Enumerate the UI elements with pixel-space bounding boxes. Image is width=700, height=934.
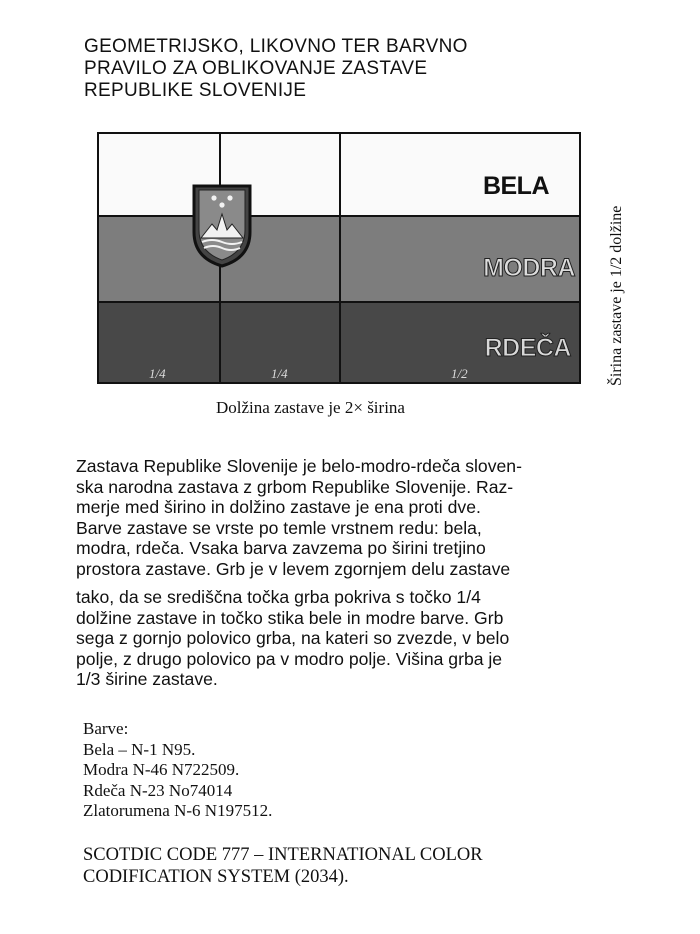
flag-label-red: RDEČA <box>484 334 571 362</box>
body-line: prostora zastave. Grb je v levem zgornjem delu zastave <box>76 558 511 579</box>
body-line: tako, da se središčna točka grba pokriva s točko 1/4 <box>76 587 481 607</box>
flag-label-white: BELA <box>482 172 549 200</box>
color-codes-heading: Barve: <box>83 719 129 738</box>
body-line: ska narodna zastava z grbom Republike Slovenije. Raz- <box>76 476 514 497</box>
title-line: GEOMETRIJSKO, LIKOVNO TER BARVNO <box>84 36 468 57</box>
body-line: dolžine zastave in točko stika bele in modre barve. Grb <box>76 607 504 628</box>
document-title <box>84 36 604 102</box>
body-line: 1/3 širine zastave. <box>76 669 218 689</box>
flag-fraction-label: 1/4 <box>271 366 288 381</box>
body-line: Zastava Republike Slovenije je belo-modro-rdeča sloven- <box>76 456 522 476</box>
title-line: PRAVILO ZA OBLIKOVANJE ZASTAVE <box>84 58 428 79</box>
color-code-line: Modra N-46 N722509. <box>83 760 240 779</box>
flag-length-caption: Dolžina zastave je 2× širina <box>216 398 405 417</box>
color-code-line: Rdeča N-23 No74014 <box>83 780 233 800</box>
body-line: sega z gornjo polovico grba, na kateri so zvezde, v belo <box>76 628 510 648</box>
footer-note <box>83 844 483 888</box>
flag-width-caption: Širina zastave je 1/2 dolžine <box>608 205 625 386</box>
flag-fraction-label: 1/2 <box>451 366 468 381</box>
footer-line: SCOTDIC CODE 777 – INTERNATIONAL COLOR <box>83 845 483 865</box>
color-codes-list <box>83 719 272 822</box>
flag-label-blue: MODRA <box>483 254 575 282</box>
flag-fraction-label: 1/4 <box>149 366 166 381</box>
body-line: modra, rdeča. Vsaka barva zavzema po širini tretjino <box>76 538 486 558</box>
body-line: Barve zastave se vrste po temle vrstnem redu: bela, <box>76 517 482 538</box>
body-line: merje med širino in dolžino zastave je ena proti dve. <box>76 497 481 517</box>
coat-of-arms-icon <box>190 180 254 268</box>
color-code-line: Zlatorumena N-6 N197512. <box>83 801 273 820</box>
title-line: REPUBLIKE SLOVENIJE <box>84 80 307 101</box>
body-paragraph <box>76 456 624 690</box>
footer-line: CODIFICATION SYSTEM (2034). <box>83 867 349 887</box>
color-code-line: Bela – N-1 N95. <box>83 739 196 759</box>
flag-diagram <box>97 132 581 384</box>
body-line: polje, z drugo polovico pa v modro polje. Višina grba je <box>76 648 503 669</box>
flag-half-line <box>339 134 341 382</box>
